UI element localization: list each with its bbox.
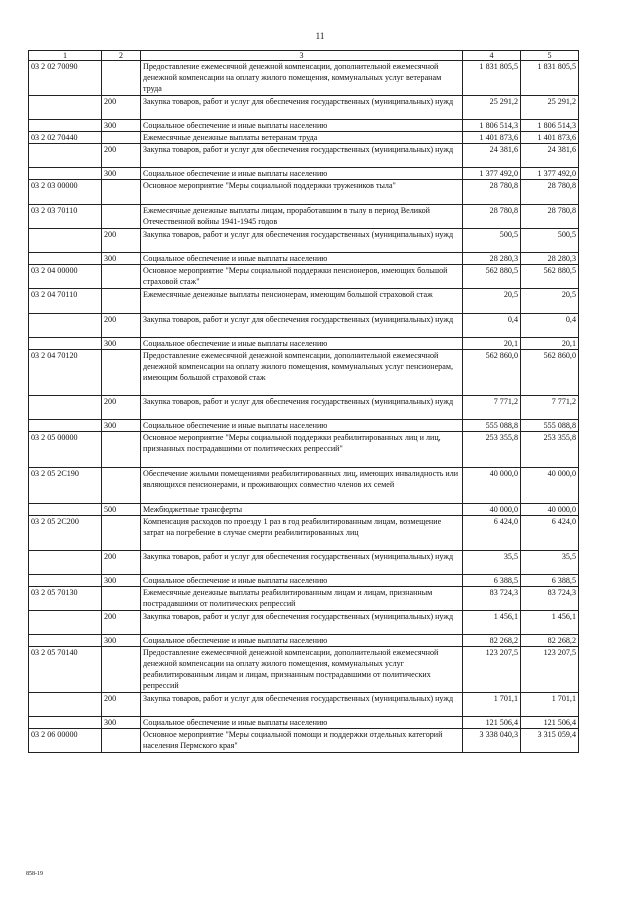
expense-type-cell: 200 xyxy=(102,144,141,168)
amount-cell: 555 088,8 xyxy=(463,420,521,432)
item-name-cell: Обеспечение жилыми помещениями реабилитированных лиц, имеющих инвалидность или являющихся пенсионерами, и проживающих совместно членов их семей xyxy=(141,468,463,504)
amount-cell: 83 724,3 xyxy=(521,587,579,611)
amount-cell: 562 860,0 xyxy=(463,350,521,396)
item-name-cell: Ежемесячные денежные выплаты лицам, проработавшим в тылу в период Великой Отечественной войны 1941-1945 годов xyxy=(141,205,463,229)
amount-cell: 6 424,0 xyxy=(463,516,521,551)
expense-type-cell xyxy=(102,61,141,96)
table-row xyxy=(29,350,579,396)
item-name-cell: Межбюджетные трансферты xyxy=(141,504,463,516)
expense-type-cell xyxy=(102,205,141,229)
table-row xyxy=(29,611,579,635)
classification-code-cell xyxy=(29,551,102,575)
expense-type-cell: 300 xyxy=(102,120,141,132)
item-name-cell: Закупка товаров, работ и услуг для обеспечения государственных (муниципальных) нужд xyxy=(141,396,463,420)
table-row xyxy=(29,504,579,516)
expense-type-cell: 300 xyxy=(102,338,141,350)
amount-cell: 28 780,8 xyxy=(463,205,521,229)
classification-code-cell xyxy=(29,611,102,635)
item-name-cell: Социальное обеспечение и иные выплаты населению xyxy=(141,253,463,265)
amount-cell: 1 831 805,5 xyxy=(463,61,521,96)
amount-cell: 35,5 xyxy=(463,551,521,575)
amount-cell: 35,5 xyxy=(521,551,579,575)
table-row xyxy=(29,144,579,168)
item-name-cell: Закупка товаров, работ и услуг для обеспечения государственных (муниципальных) нужд xyxy=(141,96,463,120)
expense-type-cell xyxy=(102,132,141,144)
expense-type-cell: 300 xyxy=(102,635,141,647)
classification-code-cell: 03 2 04 00000 xyxy=(29,265,102,289)
table-row xyxy=(29,729,579,753)
page-number: 11 xyxy=(315,31,325,41)
item-name-cell: Основное мероприятие "Меры социальной поддержки пенсионеров, имеющих большой страховой стаж" xyxy=(141,265,463,289)
item-name-cell: Ежемесячные денежные выплаты ветеранам труда xyxy=(141,132,463,144)
table-row xyxy=(29,635,579,647)
column-header: 4 xyxy=(463,51,521,61)
classification-code-cell xyxy=(29,693,102,717)
table-row xyxy=(29,717,579,729)
amount-cell: 555 088,8 xyxy=(521,420,579,432)
expense-type-cell: 200 xyxy=(102,551,141,575)
amount-cell: 28 280,3 xyxy=(521,253,579,265)
classification-code-cell: 03 2 05 2С200 xyxy=(29,516,102,551)
expense-type-cell: 200 xyxy=(102,693,141,717)
amount-cell: 28 780,8 xyxy=(521,180,579,205)
table-row xyxy=(29,432,579,468)
amount-cell: 82 268,2 xyxy=(521,635,579,647)
amount-cell: 1 831 805,5 xyxy=(521,61,579,96)
amount-cell: 83 724,3 xyxy=(463,587,521,611)
classification-code-cell: 03 2 05 70130 xyxy=(29,587,102,611)
classification-code-cell xyxy=(29,120,102,132)
table-row xyxy=(29,168,579,180)
expense-type-cell xyxy=(102,350,141,396)
item-name-cell: Социальное обеспечение и иные выплаты населению xyxy=(141,338,463,350)
expense-type-cell: 200 xyxy=(102,314,141,338)
amount-cell: 40 000,0 xyxy=(521,468,579,504)
amount-cell: 1 401 873,6 xyxy=(521,132,579,144)
classification-code-cell xyxy=(29,504,102,516)
amount-cell: 28 780,8 xyxy=(521,205,579,229)
item-name-cell: Закупка товаров, работ и услуг для обеспечения государственных (муниципальных) нужд xyxy=(141,144,463,168)
table-row xyxy=(29,132,579,144)
table-row xyxy=(29,587,579,611)
table-row xyxy=(29,205,579,229)
table-row xyxy=(29,96,579,120)
item-name-cell: Социальное обеспечение и иные выплаты населению xyxy=(141,120,463,132)
amount-cell: 1 456,1 xyxy=(521,611,579,635)
item-name-cell: Основное мероприятие "Меры социальной поддержки реабилитированных лиц и лиц, признанных пострадавшими от политических репрессий" xyxy=(141,432,463,468)
amount-cell: 7 771,2 xyxy=(521,396,579,420)
classification-code-cell xyxy=(29,314,102,338)
expense-type-cell: 200 xyxy=(102,96,141,120)
amount-cell: 24 381,6 xyxy=(521,144,579,168)
classification-code-cell xyxy=(29,575,102,587)
amount-cell: 24 381,6 xyxy=(463,144,521,168)
classification-code-cell: 03 2 03 00000 xyxy=(29,180,102,205)
amount-cell: 121 506,4 xyxy=(521,717,579,729)
classification-code-cell xyxy=(29,253,102,265)
item-name-cell: Социальное обеспечение и иные выплаты населению xyxy=(141,635,463,647)
amount-cell: 20,5 xyxy=(521,289,579,314)
classification-code-cell: 03 2 05 2С190 xyxy=(29,468,102,504)
classification-code-cell xyxy=(29,396,102,420)
table-row xyxy=(29,516,579,551)
classification-code-cell: 03 2 05 70140 xyxy=(29,647,102,693)
item-name-cell: Ежемесячные денежные выплаты пенсионерам, имеющим большой страховой стаж xyxy=(141,289,463,314)
classification-code-cell xyxy=(29,338,102,350)
amount-cell: 25 291,2 xyxy=(463,96,521,120)
table-row xyxy=(29,575,579,587)
expense-type-cell: 500 xyxy=(102,504,141,516)
item-name-cell: Закупка товаров, работ и услуг для обеспечения государственных (муниципальных) нужд xyxy=(141,229,463,253)
table-row xyxy=(29,314,579,338)
expense-type-cell: 200 xyxy=(102,611,141,635)
expense-type-cell xyxy=(102,432,141,468)
amount-cell: 1 456,1 xyxy=(463,611,521,635)
amount-cell: 1 377 492,0 xyxy=(521,168,579,180)
classification-code-cell xyxy=(29,420,102,432)
item-name-cell: Закупка товаров, работ и услуг для обеспечения государственных (муниципальных) нужд xyxy=(141,314,463,338)
amount-cell: 25 291,2 xyxy=(521,96,579,120)
amount-cell: 1 806 514,3 xyxy=(521,120,579,132)
amount-cell: 40 000,0 xyxy=(463,468,521,504)
budget-table-body xyxy=(29,51,579,753)
expense-type-cell: 300 xyxy=(102,253,141,265)
classification-code-cell xyxy=(29,96,102,120)
table-row xyxy=(29,551,579,575)
amount-cell: 562 860,0 xyxy=(521,350,579,396)
table-row xyxy=(29,229,579,253)
item-name-cell: Предоставление ежемесячной денежной компенсации, дополнительной ежемесячной денежной компенсации на оплату жилого помещения, коммунальных услуг реабилитированным лицам и лицам, признанным пострадавшими от политических репрессий xyxy=(141,647,463,693)
amount-cell: 123 207,5 xyxy=(463,647,521,693)
expense-type-cell xyxy=(102,180,141,205)
expense-type-cell xyxy=(102,265,141,289)
amount-cell: 1 806 514,3 xyxy=(463,120,521,132)
table-row xyxy=(29,265,579,289)
amount-cell: 40 000,0 xyxy=(463,504,521,516)
amount-cell: 7 771,2 xyxy=(463,396,521,420)
expense-type-cell: 300 xyxy=(102,575,141,587)
expense-type-cell: 300 xyxy=(102,168,141,180)
classification-code-cell xyxy=(29,717,102,729)
classification-code-cell: 03 2 05 00000 xyxy=(29,432,102,468)
amount-cell: 3 315 059,4 xyxy=(521,729,579,753)
amount-cell: 28 780,8 xyxy=(463,180,521,205)
expense-type-cell: 200 xyxy=(102,396,141,420)
column-header: 2 xyxy=(102,51,141,61)
classification-code-cell: 03 2 02 70440 xyxy=(29,132,102,144)
amount-cell: 82 268,2 xyxy=(463,635,521,647)
classification-code-cell xyxy=(29,635,102,647)
column-number-row xyxy=(29,51,579,61)
column-header: 3 xyxy=(141,51,463,61)
amount-cell: 500,5 xyxy=(521,229,579,253)
item-name-cell: Предоставление ежемесячной денежной компенсации, дополнительной ежемесячной денежной компенсации на оплату жилого помещения, коммунальных услуг пенсионерам, имеющим большой страховой стаж xyxy=(141,350,463,396)
amount-cell: 253 355,8 xyxy=(521,432,579,468)
expense-type-cell xyxy=(102,587,141,611)
expense-type-cell xyxy=(102,516,141,551)
amount-cell: 1 701,1 xyxy=(463,693,521,717)
item-name-cell: Закупка товаров, работ и услуг для обеспечения государственных (муниципальных) нужд xyxy=(141,611,463,635)
expense-type-cell: 300 xyxy=(102,717,141,729)
classification-code-cell: 03 2 04 70110 xyxy=(29,289,102,314)
amount-cell: 1 701,1 xyxy=(521,693,579,717)
amount-cell: 1 377 492,0 xyxy=(463,168,521,180)
amount-cell: 6 388,5 xyxy=(463,575,521,587)
amount-cell: 20,1 xyxy=(521,338,579,350)
amount-cell: 123 207,5 xyxy=(521,647,579,693)
table-row xyxy=(29,61,579,96)
classification-code-cell: 03 2 02 70090 xyxy=(29,61,102,96)
classification-code-cell: 03 2 04 70120 xyxy=(29,350,102,396)
expense-type-cell: 300 xyxy=(102,420,141,432)
table-row xyxy=(29,647,579,693)
column-header: 5 xyxy=(521,51,579,61)
expense-type-cell xyxy=(102,468,141,504)
table-row xyxy=(29,420,579,432)
amount-cell: 20,5 xyxy=(463,289,521,314)
amount-cell: 3 338 040,3 xyxy=(463,729,521,753)
expense-type-cell xyxy=(102,729,141,753)
table-row xyxy=(29,693,579,717)
amount-cell: 253 355,8 xyxy=(463,432,521,468)
item-name-cell: Предоставление ежемесячной денежной компенсации, дополнительной ежемесячной денежной компенсации на оплату жилого помещения, коммунальных услуг ветеранам труда xyxy=(141,61,463,96)
item-name-cell: Социальное обеспечение и иные выплаты населению xyxy=(141,717,463,729)
table-row xyxy=(29,338,579,350)
classification-code-cell xyxy=(29,144,102,168)
amount-cell: 0,4 xyxy=(521,314,579,338)
classification-code-cell: 03 2 06 00000 xyxy=(29,729,102,753)
amount-cell: 20,1 xyxy=(463,338,521,350)
expense-type-cell xyxy=(102,647,141,693)
classification-code-cell xyxy=(29,229,102,253)
amount-cell: 6 424,0 xyxy=(521,516,579,551)
classification-code-cell xyxy=(29,168,102,180)
item-name-cell: Социальное обеспечение и иные выплаты населению xyxy=(141,168,463,180)
item-name-cell: Основное мероприятие "Меры социальной помощи и поддержки отдельных категорий населения Пермского края" xyxy=(141,729,463,753)
expense-type-cell: 200 xyxy=(102,229,141,253)
column-header: 1 xyxy=(29,51,102,61)
item-name-cell: Социальное обеспечение и иные выплаты населению xyxy=(141,575,463,587)
amount-cell: 0,4 xyxy=(463,314,521,338)
amount-cell: 562 880,5 xyxy=(521,265,579,289)
item-name-cell: Закупка товаров, работ и услуг для обеспечения государственных (муниципальных) нужд xyxy=(141,693,463,717)
amount-cell: 562 880,5 xyxy=(463,265,521,289)
item-name-cell: Ежемесячные денежные выплаты реабилитированным лицам и лицам, признанным пострадавшими от политических репрессий xyxy=(141,587,463,611)
amount-cell: 6 388,5 xyxy=(521,575,579,587)
budget-table xyxy=(28,50,579,753)
amount-cell: 500,5 xyxy=(463,229,521,253)
amount-cell: 1 401 873,6 xyxy=(463,132,521,144)
amount-cell: 40 000,0 xyxy=(521,504,579,516)
table-row xyxy=(29,120,579,132)
amount-cell: 121 506,4 xyxy=(463,717,521,729)
item-name-cell: Основное мероприятие "Меры социальной поддержки тружеников тыла" xyxy=(141,180,463,205)
table-row xyxy=(29,289,579,314)
item-name-cell: Закупка товаров, работ и услуг для обеспечения государственных (муниципальных) нужд xyxy=(141,551,463,575)
classification-code-cell: 03 2 03 70110 xyxy=(29,205,102,229)
expense-type-cell xyxy=(102,289,141,314)
document-code: 858-19 xyxy=(26,871,43,877)
item-name-cell: Компенсация расходов по проезду 1 раз в год реабилитированным лицам, возмещение затрат на погребение в случае смерти реабилитированных лиц xyxy=(141,516,463,551)
item-name-cell: Социальное обеспечение и иные выплаты населению xyxy=(141,420,463,432)
amount-cell: 28 280,3 xyxy=(463,253,521,265)
table-row xyxy=(29,396,579,420)
table-row xyxy=(29,180,579,205)
table-row xyxy=(29,253,579,265)
table-row xyxy=(29,468,579,504)
